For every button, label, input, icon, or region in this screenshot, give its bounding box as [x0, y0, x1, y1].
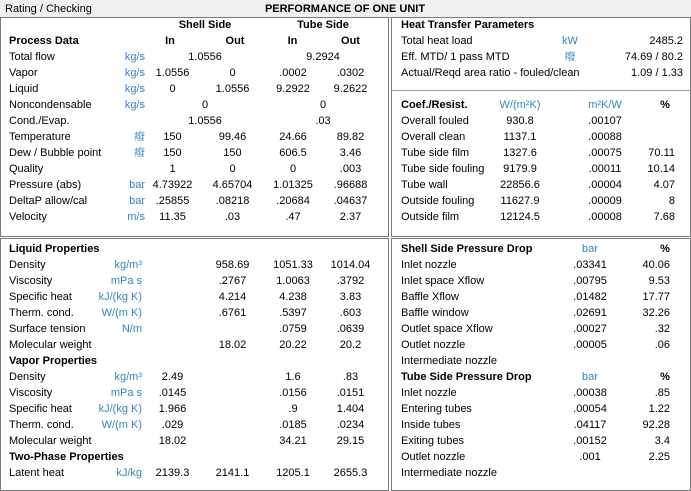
shell-out-value: .08218 [215, 195, 250, 207]
shell-value: 1.0556 [188, 115, 222, 127]
process-row-label: Total flow [9, 51, 55, 63]
tube_dp-pct-value: 92.28 [642, 419, 670, 431]
process-row-label: Liquid [9, 83, 39, 95]
shell-in-value: 150 [163, 131, 182, 143]
process-row-label: Dew / Bubble point [9, 147, 102, 159]
liquid-row-unit: kg/m³ [114, 259, 142, 271]
liquid-shell-out: 18.02 [218, 339, 247, 351]
vapor-tube-out: 1.404 [336, 403, 365, 415]
shell-out-value: 4.65704 [212, 179, 253, 191]
htp-row-value: 2485.2 [649, 35, 683, 47]
tube-out-value: 89.82 [336, 131, 365, 143]
vapor-shell-in: 2.49 [161, 371, 184, 383]
coef-w-value: 9179.9 [503, 163, 537, 175]
shell-in-value: 150 [163, 147, 182, 159]
tube_dp-pct-value: 2.25 [648, 451, 670, 463]
twophase-tube-in: 1205.1 [276, 467, 310, 479]
vapor-tube-out: .0234 [336, 419, 365, 431]
htp-title: Heat Transfer Parameters [401, 19, 535, 31]
process-row-unit: 癈 [134, 131, 145, 143]
vapor-tube-in: .0185 [279, 419, 307, 431]
process-row-unit: kg/s [124, 51, 145, 63]
coef-row-label: Tube wall [401, 179, 448, 191]
tube-out-value: 9.2622 [333, 83, 368, 95]
tube-in-value: 606.5 [279, 147, 307, 159]
vapor-row-unit: mPa s [110, 387, 142, 399]
htp-row-label: Eff. MTD/ 1 pass MTD [401, 51, 510, 63]
shell_dp-pct-value: 32.26 [642, 307, 670, 319]
process-row-label: Pressure (abs) [9, 179, 82, 191]
shell_dp-row-label: Baffle Xflow [401, 291, 459, 303]
tube_dp-bar-value: .00038 [573, 387, 607, 399]
shell_dp-bar-value: .02691 [573, 307, 607, 319]
shell_dp-row-label: Baffle window [401, 307, 469, 319]
process-row-label: Vapor [9, 67, 38, 79]
liquid-tube-in: 1051.33 [273, 259, 313, 271]
liquid-tube-in: .5397 [279, 307, 307, 319]
shell-out-value: 0 [229, 163, 236, 175]
tube-out-value: .0302 [336, 67, 365, 79]
vapor-tube-in: .9 [288, 403, 298, 415]
tube-out-value: 3.46 [339, 147, 362, 159]
vapor-tube-out: .0151 [336, 387, 365, 399]
liquid-row-unit: W/(m K) [101, 307, 142, 319]
process-row-label: Cond./Evap. [9, 115, 70, 127]
tube-in-value: 9.2922 [276, 83, 310, 95]
shell-out-value: .03 [224, 211, 241, 223]
coef-w-value: 1137.1 [503, 131, 537, 143]
tube_dp-pct-value: .85 [654, 387, 670, 399]
coef-title: Coef./Resist. [401, 99, 468, 111]
process-row-unit: bar [129, 179, 145, 191]
process-row-unit: bar [129, 195, 145, 207]
vapor-shell-in: 18.02 [158, 435, 187, 447]
shell-value: 1.0556 [188, 51, 222, 63]
shell-in-value: 11.35 [159, 211, 186, 223]
process-row-label: DeltaP allow/cal [9, 195, 88, 207]
tube_dp-row-label: Inside tubes [401, 419, 461, 431]
liquid-row-unit: kJ/(kg K) [98, 291, 142, 303]
tube-in-header: In [287, 35, 298, 47]
tube-out-header: Out [341, 35, 360, 47]
tube_dp-row-label: Entering tubes [401, 403, 472, 415]
tube-in-value: 1.01325 [273, 179, 313, 191]
liquid-shell-out: 958.69 [215, 259, 250, 271]
rating-checking-label: Rating / Checking [5, 3, 92, 15]
coef-r-value: .00009 [588, 195, 622, 207]
tube_dp-pct-value: 3.4 [654, 435, 670, 447]
shell_dp-bar-value: .00027 [573, 323, 607, 335]
liquid-tube-in: 4.238 [279, 291, 307, 303]
vapor-row-label: Specific heat [9, 403, 72, 415]
shell-side-header: Shell Side [178, 19, 232, 31]
liquid-row-label: Density [9, 259, 46, 271]
shell-dp-pct: % [660, 243, 670, 255]
coef-r-value: .00004 [588, 179, 622, 191]
vapor-title: Vapor Properties [9, 355, 98, 367]
coef-r-value: .00088 [588, 131, 622, 143]
liquid-tube-in: .0759 [279, 323, 307, 335]
coef-row-label: Outside fouling [401, 195, 475, 207]
shell-in-header: In [165, 35, 175, 47]
tube-dp-title: Tube Side Pressure Drop [401, 371, 532, 383]
process-row-unit: 癈 [134, 147, 145, 159]
process-row-label: Velocity [9, 211, 47, 223]
tube-out-value: .96688 [333, 179, 368, 191]
shell-dp-title: Shell Side Pressure Drop [401, 243, 533, 255]
vapor-row-label: Molecular weight [9, 435, 92, 447]
coef-unit2: m²K/W [588, 99, 622, 111]
tube-in-value: .0002 [279, 67, 307, 79]
liquid-title: Liquid Properties [9, 243, 100, 255]
htp-row-value: 74.69 / 80.2 [624, 51, 683, 63]
process-row-unit: kg/s [124, 67, 145, 79]
shell-dp-unit: bar [582, 243, 598, 255]
coef-row-label: Overall fouled [401, 115, 469, 127]
liquid-tube-out: 1014.04 [330, 259, 371, 271]
coef-r-value: .00107 [588, 115, 622, 127]
shell_dp-bar-value: .01482 [573, 291, 607, 303]
coef-w-value: 12124.5 [500, 211, 540, 223]
vapor-row-unit: W/(m K) [101, 419, 142, 431]
coef-row-label: Outside film [401, 211, 460, 223]
liquid-shell-out: .2767 [218, 275, 247, 287]
tube-out-value: 2.37 [339, 211, 362, 223]
coef-w-value: 1327.6 [503, 147, 537, 159]
tube-in-value: 24.66 [279, 131, 307, 143]
twophase-shell-out: 2141.1 [215, 467, 250, 479]
tube-out-value: .04637 [333, 195, 368, 207]
liquid-tube-out: .3792 [336, 275, 365, 287]
liquid-tube-out: 20.2 [339, 339, 362, 351]
process-data-title: Process Data [9, 35, 79, 47]
vapor-row-unit: kg/m³ [114, 371, 142, 383]
shell-in-value: 1 [169, 163, 176, 175]
shell_dp-row-label: Intermediate nozzle [401, 355, 497, 367]
process-row-unit: kg/s [124, 99, 145, 111]
shell_dp-bar-value: .00795 [573, 275, 607, 287]
liquid-tube-in: 1.0063 [276, 275, 310, 287]
htp-row-label: Actual/Reqd area ratio - fouled/clean [401, 67, 580, 79]
coef-w-value: 930.8 [506, 115, 534, 127]
page-title: PERFORMANCE OF ONE UNIT [264, 3, 426, 15]
shell_dp-pct-value: 9.53 [648, 275, 670, 287]
coef-row-label: Tube side fouling [401, 163, 485, 175]
liquid-row-label: Therm. cond. [9, 307, 74, 319]
htp-row-value: 1.09 / 1.33 [631, 67, 683, 79]
tube-side-header: Tube Side [297, 19, 349, 31]
shell_dp-row-label: Inlet space Xflow [401, 275, 485, 287]
tube_dp-row-label: Exiting tubes [401, 435, 464, 447]
coef-pct-value: 70.11 [648, 147, 675, 159]
liquid-shell-out: 4.214 [218, 291, 247, 303]
vapor-shell-in: 1.966 [158, 403, 187, 415]
tube-value: .03 [315, 115, 331, 127]
coef-w-value: 22856.6 [500, 179, 540, 191]
coef-w-value: 11627.9 [500, 195, 540, 207]
process-row-unit: m/s [127, 211, 145, 223]
vapor-tube-in: .0156 [279, 387, 307, 399]
shell-value: 0 [201, 99, 209, 111]
shell_dp-row-label: Outlet space Xflow [401, 323, 493, 335]
vapor-row-unit: kJ/(kg K) [98, 403, 142, 415]
liquid-row-label: Surface tension [9, 323, 86, 335]
tube-dp-unit: bar [582, 371, 598, 383]
shell-out-value: 0 [229, 67, 236, 79]
tube-value: 0 [319, 99, 327, 111]
htp-row-unit: 癈 [564, 51, 576, 63]
coef-r-value: .00011 [588, 163, 622, 175]
tube-in-value: 0 [289, 163, 297, 175]
shell-in-value: 4.73922 [152, 179, 193, 191]
coef-row-label: Tube side film [401, 147, 470, 159]
tube_dp-row-label: Intermediate nozzle [401, 467, 497, 479]
coef-pct-value: 10.14 [647, 163, 675, 175]
shell_dp-pct-value: .32 [654, 323, 670, 335]
liquid-tube-out: 3.83 [339, 291, 362, 303]
twophase-row-label: Latent heat [9, 467, 65, 479]
shell-out-value: 150 [223, 147, 242, 159]
shell_dp-row-label: Outlet nozzle [401, 339, 466, 351]
coef-pct: % [660, 99, 670, 111]
tube_dp-bar-value: .001 [579, 451, 601, 463]
shell_dp-pct-value: 17.77 [642, 291, 670, 303]
htp-row-unit: kW [562, 35, 578, 47]
tube_dp-pct-value: 1.22 [648, 403, 670, 415]
twophase-row-unit: kJ/kg [116, 467, 142, 479]
shell-out-value: 99.46 [218, 131, 247, 143]
vapor-tube-out: 29.15 [336, 435, 365, 447]
shell-in-value: 1.0556 [155, 67, 190, 79]
liquid-shell-out: .6761 [218, 307, 247, 319]
process-row-label: Quality [9, 163, 44, 175]
vapor-tube-in: 1.6 [285, 371, 301, 383]
shell_dp-pct-value: 40.06 [642, 259, 670, 271]
tube-value: 9.2924 [306, 51, 340, 63]
coef-unit1: W/(m²K) [499, 99, 541, 111]
vapor-shell-in: .029 [161, 419, 184, 431]
coef-r-value: .00075 [588, 147, 622, 159]
tube_dp-bar-value: .00152 [573, 435, 607, 447]
coef-pct-value: 7.68 [653, 211, 675, 223]
vapor-tube-out: .83 [342, 371, 359, 383]
shell_dp-bar-value: .00005 [573, 339, 607, 351]
process-row-label: Temperature [9, 131, 71, 143]
htp-row-label: Total heat load [401, 35, 473, 47]
coef-r-value: .00008 [588, 211, 622, 223]
coef-row-label: Overall clean [401, 131, 466, 143]
coef-pct-value: 4.07 [653, 179, 675, 191]
liquid-row-unit: mPa s [110, 275, 142, 287]
twophase-title: Two-Phase Properties [9, 451, 124, 463]
tube-dp-pct: % [660, 371, 670, 383]
liquid-row-label: Molecular weight [9, 339, 92, 351]
liquid-row-label: Viscosity [9, 275, 53, 287]
tube-out-value: .003 [339, 163, 362, 175]
divider [391, 90, 691, 91]
liquid-tube-in: 20.22 [279, 339, 307, 351]
liquid-tube-out: .603 [339, 307, 362, 319]
tube_dp-row-label: Outlet nozzle [401, 451, 466, 463]
tube_dp-row-label: Inlet nozzle [401, 387, 457, 399]
vapor-shell-in: .0145 [158, 387, 187, 399]
twophase-tube-out: 2655.3 [333, 467, 368, 479]
liquid-row-unit: N/m [121, 323, 142, 335]
liquid-tube-out: .0639 [336, 323, 365, 335]
tube-in-value: .47 [285, 211, 301, 223]
shell_dp-pct-value: .06 [654, 339, 670, 351]
liquid-row-label: Specific heat [9, 291, 72, 303]
twophase-shell-in: 2139.3 [155, 467, 190, 479]
vapor-row-label: Viscosity [9, 387, 53, 399]
coef-pct-value: 8 [668, 195, 675, 207]
process-row-unit: kg/s [124, 83, 145, 95]
shell_dp-row-label: Inlet nozzle [401, 259, 457, 271]
shell-out-header: Out [225, 35, 245, 47]
shell-out-value: 1.0556 [215, 83, 250, 95]
vapor-row-label: Density [9, 371, 46, 383]
shell-in-value: 0 [169, 83, 176, 95]
tube_dp-bar-value: .04117 [573, 419, 607, 431]
shell_dp-bar-value: .03341 [573, 259, 607, 271]
process-row-label: Noncondensable [9, 99, 92, 111]
vapor-row-label: Therm. cond. [9, 419, 74, 431]
shell-in-value: .25855 [155, 195, 190, 207]
tube_dp-bar-value: .00054 [573, 403, 607, 415]
vapor-tube-in: 34.21 [279, 435, 307, 447]
tube-in-value: .20684 [276, 195, 310, 207]
